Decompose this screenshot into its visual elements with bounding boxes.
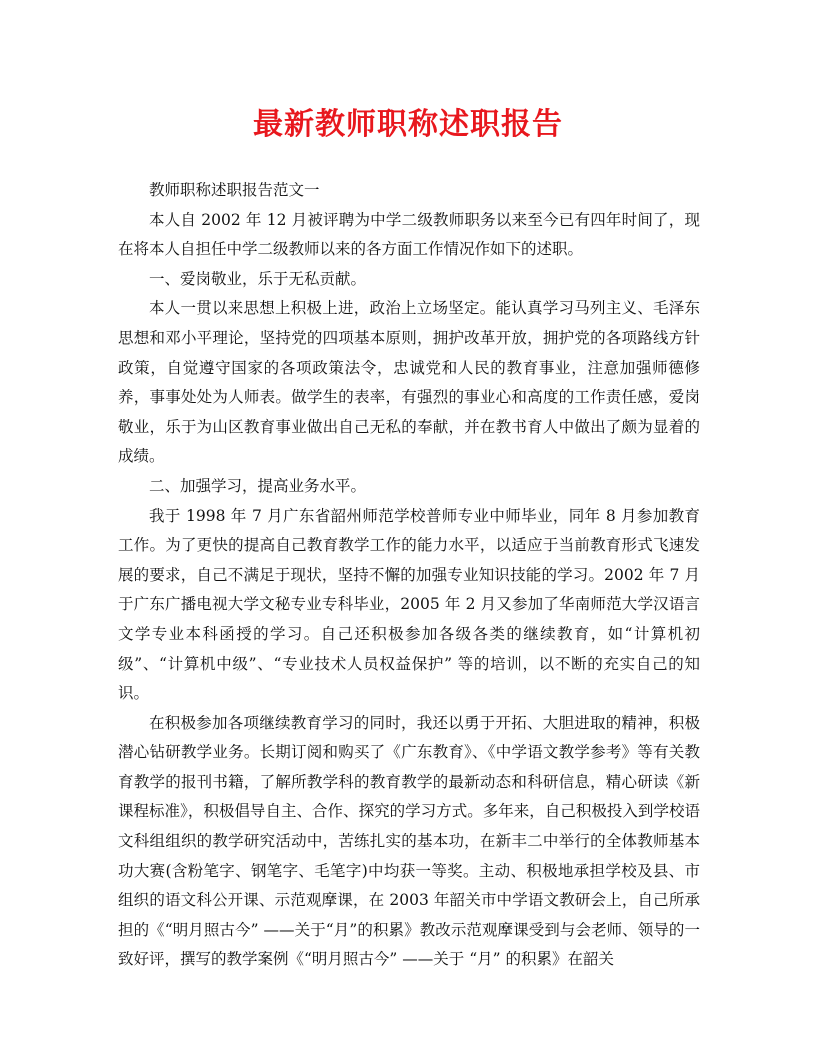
paragraph-section-2a: 我于 1998 年 7 月广东省韶州师范学校普师专业中师毕业，同年 8 月参加教育工作。为了更快的提高自己教育教学工作的能力水平，以适应于当前教育形式飞速发展的要求，自己不满足于现状，坚持不懈的加强专业知识技能的学习。2002 年 7 月于广东广播电视大学文秘专业专科毕业，2005 年 2 月又参加了华南师范大学汉语言文学专业本科函授的学习。自己还积极参加各级各类的继续教育，如“计算机初级”、“计算机中级”、“专业技术人员权益保护” 等的培训，以不断的充实自己的知识。 xyxy=(118,506,700,703)
document-title: 最新教师职称述职报告 xyxy=(253,107,563,142)
section-heading-2: 二、加强学习，提高业务水平。 xyxy=(149,476,367,495)
paragraph-intro: 本人自 2002 年 12 月被评聘为中学二级教师职务以来至今已有四年时间了，现在将本人自担任中学二级教师以来的各方面工作情况作如下的述职。 xyxy=(118,210,700,259)
document-body xyxy=(118,176,700,975)
paragraph-heading-sample: 教师职称述职报告范文一 xyxy=(149,181,320,199)
paragraph-section-1: 本人一贯以来思想上积极上进，政治上立场坚定。能认真学习马列主义、毛泽东思想和邓小平理论，坚持党的四项基本原则，拥护改革开放，拥护党的各项路线方针政策，自觉遵守国家的各项政策法令，忠诚党和人民的教育事业，注意加强师德修养，事事处处为人师表。做学生的表率，有强烈的事业心和高度的工作责任感，爱岗敬业，乐于为山区教育事业做出自己无私的奉献，并在教书育人中做出了颇为显着的成绩。 xyxy=(118,299,700,466)
section-heading-1: 一、爱岗敬业，乐于无私贡献。 xyxy=(149,269,367,288)
paragraph-section-2b: 在积极参加各项继续教育学习的同时，我还以勇于开拓、大胆进取的精神，积极潜心钻研教学业务。长期订阅和购买了《广东教育》、《中学语文教学参考》等有关教育教学的报刊书籍，了解所教学科的教育教学的最新动态和科研信息，精心研读《新课程标准》，积极倡导自主、合作、探究的学习方式。多年来，自己积极投入到学校语文科组组织的教学研究活动中，苦练扎实的基本功，在新丰二中举行的全体教师基本功大赛(含粉笔字、钢笔字、毛笔字)中均获一等奖。主动、积极地承担学校及县、市组织的语文科公开课、示范观摩课，在 2003 年韶关市中学语文教研会上，自己所承担的《“明月照古今” ——关于“月”的积累》教改示范观摩课受到与会老师、领导的一致好评，撰写的教学案例《“明月照古今” ——关于 “月” 的积累》在韶关 xyxy=(118,713,700,969)
